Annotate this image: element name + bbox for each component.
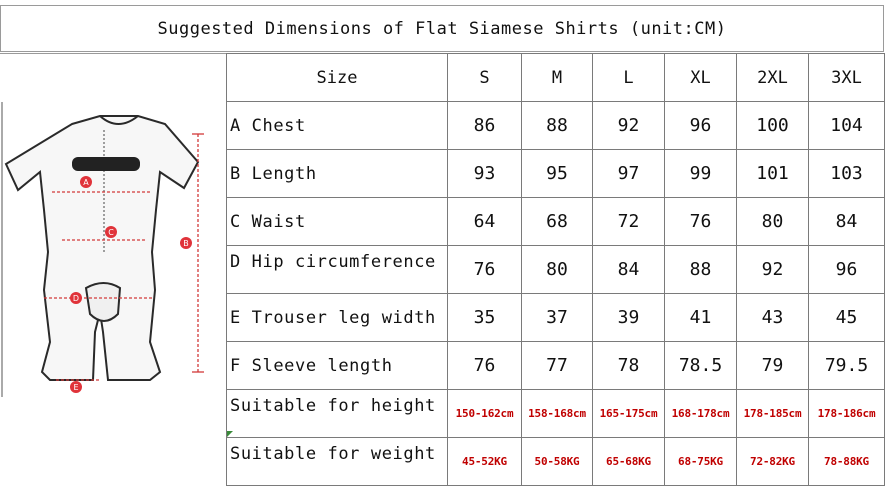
table-cell: 35: [448, 294, 522, 342]
size-col-m: M: [522, 54, 593, 102]
table-cell: 77: [522, 342, 593, 390]
table-cell: 100: [737, 102, 809, 150]
table-row: [227, 294, 885, 342]
size-col-3xl: 3XL: [809, 54, 885, 102]
table-cell: 101: [737, 150, 809, 198]
table-cell: 76: [448, 246, 522, 294]
table-cell: 80: [737, 198, 809, 246]
table-cell: 50-58KG: [522, 438, 593, 486]
row-label: Suitable for height: [227, 390, 448, 438]
row-label: D Hip circumference: [227, 246, 448, 294]
size-header: Size: [227, 54, 448, 102]
table-cell: 165-175cm: [593, 390, 665, 438]
table-cell: 65-68KG: [593, 438, 665, 486]
table-cell: 80: [522, 246, 593, 294]
suit-outline: [6, 116, 198, 380]
size-col-l: L: [593, 54, 665, 102]
table-cell: 72-82KG: [737, 438, 809, 486]
table-cell: 150-162cm: [448, 390, 522, 438]
table-cell: 41: [665, 294, 737, 342]
header-row: [227, 54, 885, 102]
table-row: [227, 150, 885, 198]
table-cell: 86: [448, 102, 522, 150]
table-cell: 72: [593, 198, 665, 246]
table-cell: 96: [809, 246, 885, 294]
size-col-s: S: [448, 54, 522, 102]
table-cell: 95: [522, 150, 593, 198]
table-cell: 68: [522, 198, 593, 246]
weight-row: [227, 438, 885, 486]
table-cell: 84: [593, 246, 665, 294]
table-row: [227, 246, 885, 294]
page-title: Suggested Dimensions of Flat Siamese Shirts (unit:CM): [0, 5, 884, 52]
size-col-xl: XL: [665, 54, 737, 102]
table-cell: 88: [522, 102, 593, 150]
table-cell: 92: [593, 102, 665, 150]
table-cell: 178-185cm: [737, 390, 809, 438]
table-cell: 64: [448, 198, 522, 246]
table-cell: 168-178cm: [665, 390, 737, 438]
table-cell: 78: [593, 342, 665, 390]
table-cell: 68-75KG: [665, 438, 737, 486]
row-label: A Chest: [227, 102, 448, 150]
table-cell: 103: [809, 150, 885, 198]
size-chart-table: [226, 53, 885, 486]
svg-text:E: E: [73, 383, 79, 392]
table-row: [227, 102, 885, 150]
table-cell: 178-186cm: [809, 390, 885, 438]
table-cell: 104: [809, 102, 885, 150]
row-label: E Trouser leg width: [227, 294, 448, 342]
table-row: [227, 342, 885, 390]
row-label: C Waist: [227, 198, 448, 246]
table-cell: 97: [593, 150, 665, 198]
row-label: Suitable for weight: [227, 438, 448, 486]
chest-band: [72, 157, 140, 171]
svg-text:D: D: [72, 294, 80, 303]
table-cell: 99: [665, 150, 737, 198]
garment-diagram: [0, 102, 226, 397]
table-cell: 45: [809, 294, 885, 342]
row-label: F Sleeve length: [227, 342, 448, 390]
height-row: [227, 390, 885, 438]
table-cell: 84: [809, 198, 885, 246]
table-cell: 76: [665, 198, 737, 246]
table-cell: 39: [593, 294, 665, 342]
svg-text:B: B: [183, 239, 189, 248]
size-col-2xl: 2XL: [737, 54, 809, 102]
table-cell: 93: [448, 150, 522, 198]
table-cell: 79.5: [809, 342, 885, 390]
table-cell: 78.5: [665, 342, 737, 390]
table-cell: 45-52KG: [448, 438, 522, 486]
table-cell: 96: [665, 102, 737, 150]
table-cell: 37: [522, 294, 593, 342]
svg-text:A: A: [83, 178, 89, 187]
table-cell: 76: [448, 342, 522, 390]
table-cell: 79: [737, 342, 809, 390]
table-cell: 78-88KG: [809, 438, 885, 486]
table-row: [227, 198, 885, 246]
table-cell: 88: [665, 246, 737, 294]
table-cell: 92: [737, 246, 809, 294]
table-cell: 43: [737, 294, 809, 342]
row-label: B Length: [227, 150, 448, 198]
table-cell: 158-168cm: [522, 390, 593, 438]
svg-text:C: C: [108, 228, 114, 237]
